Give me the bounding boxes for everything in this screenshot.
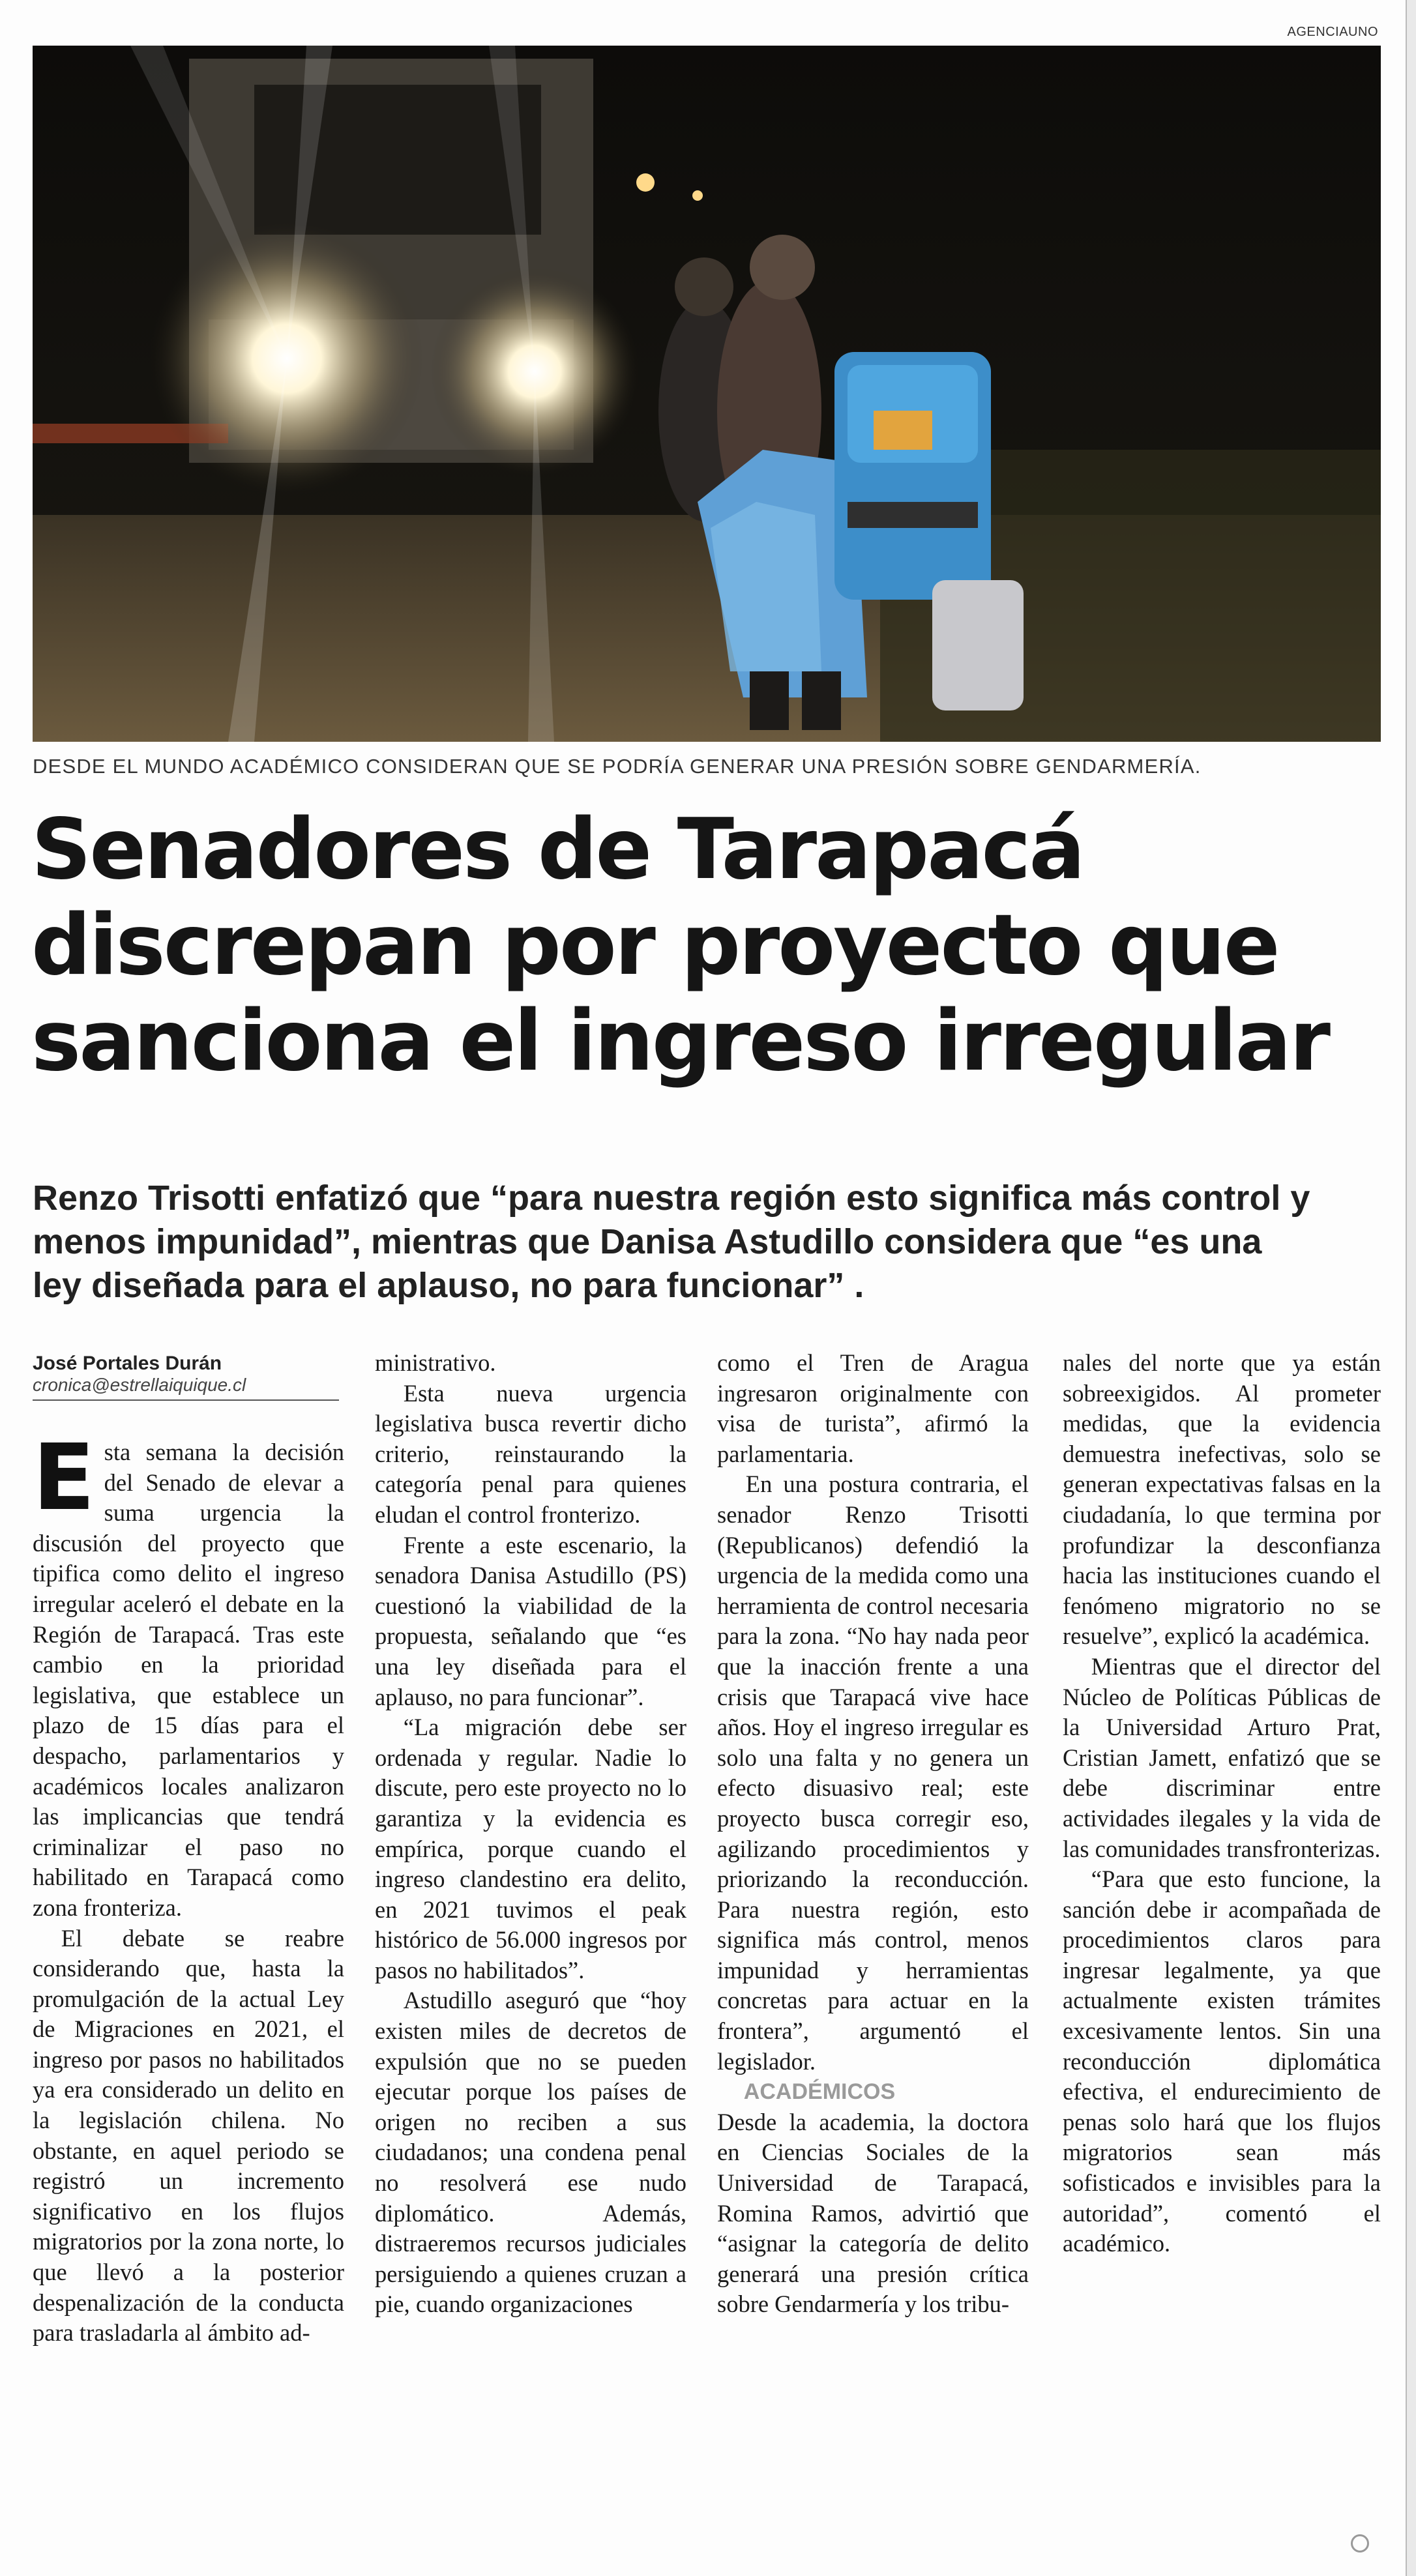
article-paragraph: Frente a este escenario, la senadora Danisa Astudillo (PS) cuestionó la viabilidad de la propuesta, señalando que “es una ley diseñada para el aplauso, no para funcionar”. [375, 1531, 686, 1710]
article-paragraph: El debate se reabre considerando que, hasta la promulgación de la actual Ley de Migraciones en 2021, el ingreso por pasos no habilitados ya era considerado un delito en la legislación chilena. No obstante, en aquel periodo se registró un incremento significativo en los flujos migratorios por la zona norte, lo que llevó a la posterior despenalización de la conducta para trasladarla al ámbito ad- [33, 1924, 344, 2347]
section-subhead: ACADÉMICOS [743, 2079, 896, 2105]
night-road-photo [33, 46, 1381, 742]
article-column-3 [717, 1348, 1029, 2320]
byline [33, 1353, 339, 1401]
headline-line: sanciona el ingreso irregular [31, 993, 1329, 1090]
photo-credit: AGENCIAUNO [1287, 25, 1378, 39]
drop-cap: E [33, 1425, 95, 1531]
article-paragraph: Mientras que el director del Núcleo de Políticas Públicas de la Universidad Arturo Prat, Cristian Jamett, enfatizó que se debe discriminar entre actividades ilegales y la vida de las comunidades transfronterizas. [1063, 1652, 1381, 1862]
article-paragraph: sta semana la decisión del Senado de elevar a suma urgencia la discusión del proyecto que tipifica como delito el ingreso irregular aceleró el debate en la Región de Tarapacá. Tras este cambio en la prioridad legislativa, que establece un plazo de 15 días para el despacho, parlamentarios y académicos locales analizaron las implicancias que tendrá criminalizar el paso no habilitado en Tarapacá como zona fronteriza. [33, 1439, 344, 1921]
article-paragraph: En una postura contraria, el senador Renzo Trisotti (Republicanos) defendió la urgencia de la medida como una herramienta de control necesaria para la zona. “No hay nada peor que la inacción frente a una crisis que Tarapacá vive hace años. Hoy el ingreso irregular es solo una falta y no genera un efecto disuasivo real; este proyecto busca corregir eso, agilizando procedimientos y priorizando la reconducción. Para nuestra región, esto significa más control, menos impunidad y herramientas concretas para actuar en la frontera”, argumentó el legislador. [717, 1471, 1029, 2075]
article-column-4 [1063, 1348, 1381, 2259]
article-paragraph: Desde la academia, la doctora en Ciencias Sociales de la Universidad de Tarapacá, Romina Ramos, advirtió que “asignar la categoría de delito generará una presión crítica sobre Gendarmería y los tribu- [717, 2108, 1029, 2318]
article-paragraph: como el Tren de Aragua ingresaron originalmente con visa de turista”, afirmó la parlamentaria. [717, 1349, 1029, 1467]
article-paragraph: “Para que esto funcione, la sanción debe ir acompañada de procedimientos claros para ingresar legalmente, ya que actualmente existen trámites excesivamente lentos. Sin una reconducción diplomática efectiva, el endurecimiento de penas solo hará que los flujos migratorios sean más sofisticados e invisibles para la autoridad”, comentó el académico. [1063, 1866, 1381, 2257]
author-email[interactable]: cronica@estrellaiquique.cl [33, 1375, 339, 1401]
article-paragraph: Esta nueva urgencia legislativa busca revertir dicho criterio, reinstaurando la categoría penal para quienes eludan el control fronterizo. [375, 1379, 686, 1528]
lead-line: ley diseñada para el aplauso, no para funcionar” . [33, 1266, 864, 1305]
article-column-2 [375, 1348, 686, 2320]
article-paragraph: Astudillo aseguró que “hoy existen miles de decretos de expulsión que no se pueden ejecutar porque los países de origen no reciben a sus ciudadanos; una condena penal no resolverá ese nudo diplomático. Además, distraeremos recursos judiciales persiguiendo a quienes cruzan a pie, cuando organizaciones [375, 1987, 686, 2318]
lead-line: menos impunidad”, mientras que Danisa Astudillo considera que “es una [33, 1222, 1262, 1261]
article-paragraph: “La migración debe ser ordenada y regular. Nadie lo discute, pero este proyecto no lo garantiza y la evidencia es empírica, porque cuando el ingreso clandestino era delito, en 2021 tuvimos el peak histórico de 56.000 ingresos por pasos no habilitados”. [375, 1714, 686, 1983]
headline-line: Senadores de Tarapacá [31, 801, 1084, 898]
photo-caption: DESDE EL MUNDO ACADÉMICO CONSIDERAN QUE SE PODRÍA GENERAR UNA PRESIÓN SOBRE GENDARMERÍA. [33, 755, 1202, 778]
lead-line: Renzo Trisotti enfatizó que “para nuestra región esto significa más control y [33, 1178, 1310, 1218]
lead-paragraph [33, 1177, 1389, 1308]
article-paragraph: nales del norte que ya están sobreexigidos. Al prometer medidas, que la evidencia demuestra inefectivas, solo se generan expectativas falsas en la ciudadanía, lo que termina por profundizar la desconfianza hacia las instituciones cuando el fenómeno migratorio no se resuelve”, explicó la académica. [1063, 1349, 1381, 1650]
end-of-article-icon [1351, 2534, 1369, 2553]
article-column-1 [33, 1425, 344, 2349]
author-name: José Portales Durán [33, 1353, 222, 1374]
headline-line: discrepan por proyecto que [31, 897, 1278, 994]
article-paragraph: ministrativo. [375, 1349, 496, 1376]
news-photo [33, 46, 1381, 742]
headline [31, 802, 1394, 1089]
page-edge [1406, 0, 1416, 2576]
